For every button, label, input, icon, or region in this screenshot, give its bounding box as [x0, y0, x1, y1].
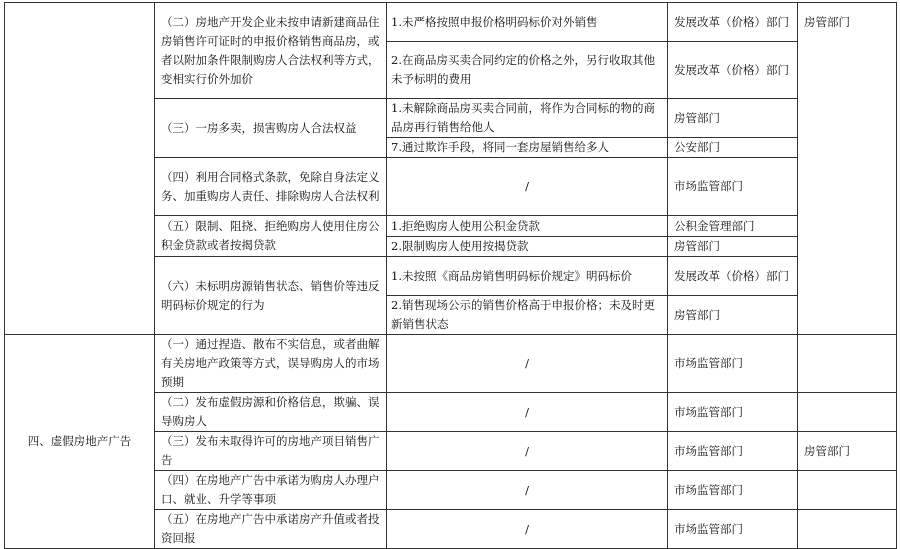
- detail-cell: 1.未解除商品房买卖合同前，将作为合同标的物的商品房再行销售给他人: [387, 99, 668, 138]
- lead-dept-cell: 市场监管部门: [668, 335, 798, 393]
- detail-cell: 1.未按照《商品房销售明码标价规定》明码标价: [387, 257, 668, 296]
- detail-cell: /: [387, 432, 668, 471]
- lead-dept-cell: 市场监管部门: [668, 393, 798, 432]
- detail-cell: 2.销售现场公示的销售价格高于申报价格；未及时更新销售状态: [387, 296, 668, 335]
- behavior-cell: （二）房地产开发企业未按申请新建商品住房销售许可证时的申报价格销售商品房，或者以附加条件限制购房人合法权利等方式，变相实行价外加价: [155, 3, 387, 99]
- lead-dept-cell: 发展改革（价格）部门: [668, 3, 798, 42]
- behavior-cell: （三）一房多卖，损害购房人合法权益: [155, 99, 387, 158]
- behavior-cell: （六）未标明房源销售状态、销售价等违反明码标价规定的行为: [155, 257, 387, 335]
- behavior-cell: （一）通过捏造、散布不实信息，或者曲解有关房地产政策等方式，误导购房人的市场预期: [155, 335, 387, 393]
- behavior-cell: （三）发布未取得许可的房地产项目销售广告: [155, 432, 387, 471]
- detail-cell: /: [387, 393, 668, 432]
- category-cell: 四、虚假房地产广告: [5, 335, 155, 549]
- detail-cell: 2.限制购房人使用按揭贷款: [387, 237, 668, 257]
- lead-dept-cell: 市场监管部门: [668, 158, 798, 216]
- behavior-cell: （二）发布虚假房源和价格信息，欺骗、误导购房人: [155, 393, 387, 432]
- regulation-table: [4, 2, 897, 549]
- behavior-cell: （五）限制、阻挠、拒绝购房人使用住房公积金贷款或者按揭贷款: [155, 216, 387, 257]
- lead-dept-cell: 发展改革（价格）部门: [668, 42, 798, 99]
- detail-cell: /: [387, 158, 668, 216]
- assist-dept-cell: [798, 393, 897, 432]
- behavior-cell: （五）在房地产广告中承诺房产升值或者投资回报: [155, 510, 387, 549]
- assist-dept-cell: [798, 510, 897, 549]
- lead-dept-cell: 房管部门: [668, 237, 798, 257]
- lead-dept-cell: 市场监管部门: [668, 432, 798, 471]
- lead-dept-cell: 市场监管部门: [668, 510, 798, 549]
- table-row: [5, 3, 897, 42]
- lead-dept-cell: 房管部门: [668, 99, 798, 138]
- table-row: [5, 335, 897, 393]
- assist-dept-cell: 房管部门: [798, 3, 897, 335]
- detail-cell: /: [387, 471, 668, 510]
- category-cell: [5, 3, 155, 335]
- assist-dept-cell: 房管部门: [798, 432, 897, 471]
- lead-dept-cell: 公积金管理部门: [668, 216, 798, 237]
- behavior-cell: （四）利用合同格式条款，免除自身法定义务、加重购房人责任、排除购房人合法权利: [155, 158, 387, 216]
- detail-cell: 7.通过欺诈手段，将同一套房屋销售给多人: [387, 138, 668, 158]
- assist-dept-cell: [798, 335, 897, 393]
- detail-cell: /: [387, 335, 668, 393]
- lead-dept-cell: 市场监管部门: [668, 471, 798, 510]
- detail-cell: 2.在商品房买卖合同约定的价格之外，另行收取其他未予标明的费用: [387, 42, 668, 99]
- detail-cell: 1.拒绝购房人使用公积金贷款: [387, 216, 668, 237]
- detail-cell: 1.未严格按照申报价格明码标价对外销售: [387, 3, 668, 42]
- lead-dept-cell: 公安部门: [668, 138, 798, 158]
- lead-dept-cell: 发展改革（价格）部门: [668, 257, 798, 296]
- detail-cell: /: [387, 510, 668, 549]
- assist-dept-cell: [798, 471, 897, 510]
- behavior-cell: （四）在房地产广告中承诺为购房人办理户口、就业、升学等事项: [155, 471, 387, 510]
- lead-dept-cell: 房管部门: [668, 296, 798, 335]
